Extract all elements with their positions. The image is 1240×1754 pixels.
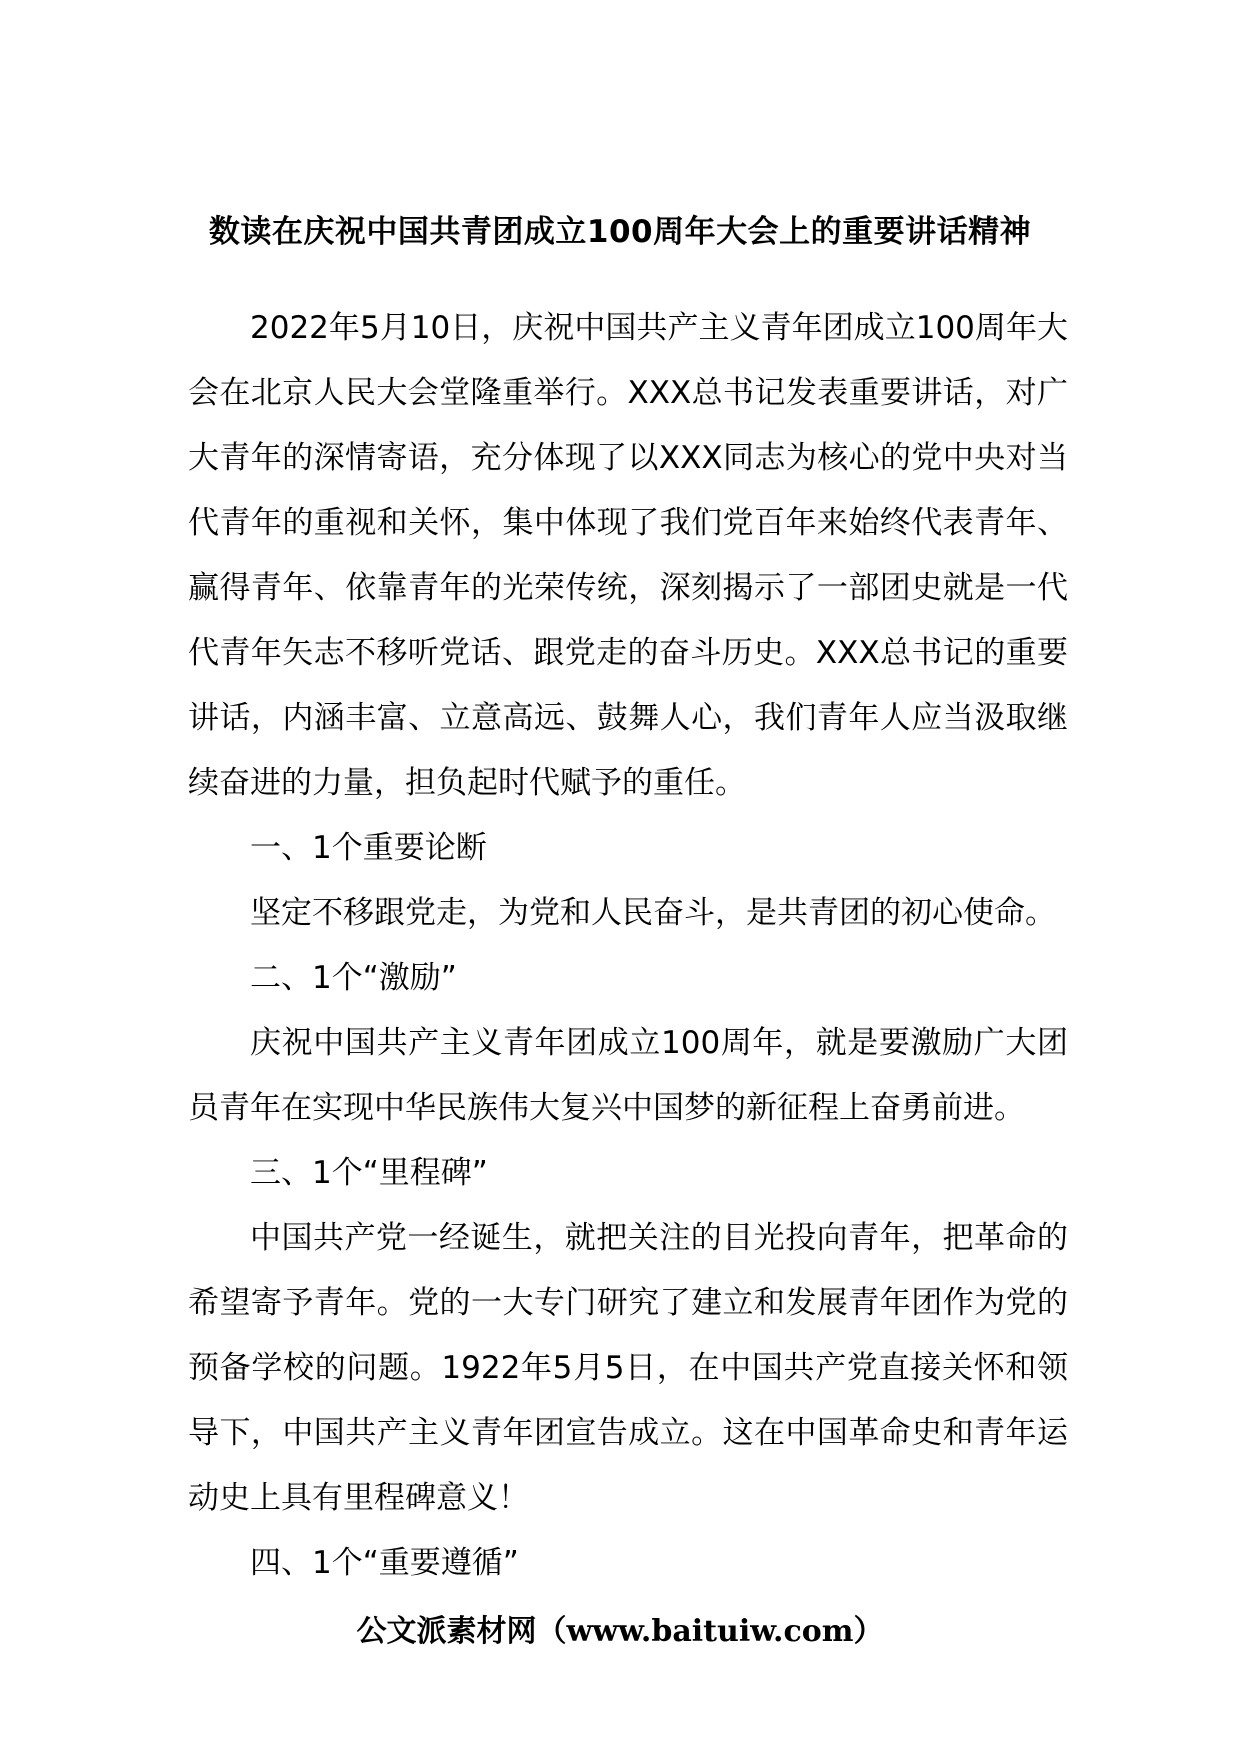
page-footer: 公文派素材网（www.baituiw.com） [356, 1614, 884, 1649]
section-heading-4: 四、1个“重要遵循” [250, 1545, 519, 1581]
document-body [188, 296, 1068, 1596]
section-heading-1: 一、1个重要论断 [250, 830, 487, 866]
paragraph-section-2: 庆祝中国共产主义青年团成立100周年，就是要激励广大团员青年在实现中华民族伟大复兴中国梦的新征程上奋勇前进。 [188, 1025, 1068, 1126]
document-title: 数读在庆祝中国共青团成立100周年大会上的重要讲话精神 [208, 214, 1032, 250]
paragraph-section-1: 坚定不移跟党走，为党和人民奋斗，是共青团的初心使命。 [250, 895, 1056, 931]
section-heading-3: 三、1个“里程碑” [250, 1155, 488, 1191]
paragraph-section-3: 中国共产党一经诞生，就把关注的目光投向青年，把革命的希望寄予青年。党的一大专门研究了建立和发展青年团作为党的预备学校的问题。1922年5月5日，在中国共产党直接关怀和领导下，中国共产主义青年团宣告成立。这在中国革命史和青年运动史上具有里程碑意义！ [188, 1220, 1068, 1516]
section-heading-2: 二、1个“激励” [250, 960, 457, 996]
paragraph-intro: 2022年5月10日，庆祝中国共产主义青年团成立100周年大会在北京人民大会堂隆重举行。XXX总书记发表重要讲话，对广大青年的深情寄语，充分体现了以XXX同志为核心的党中央对当代青年的重视和关怀，集中体现了我们党百年来始终代表青年、赢得青年、依靠青年的光荣传统，深刻揭示了一部团史就是一代代青年矢志不移听党话、跟党走的奋斗历史。XXX总书记的重要讲话，内涵丰富、立意高远、鼓舞人心，我们青年人应当汲取继续奋进的力量，担负起时代赋予的重任。 [188, 310, 1068, 801]
